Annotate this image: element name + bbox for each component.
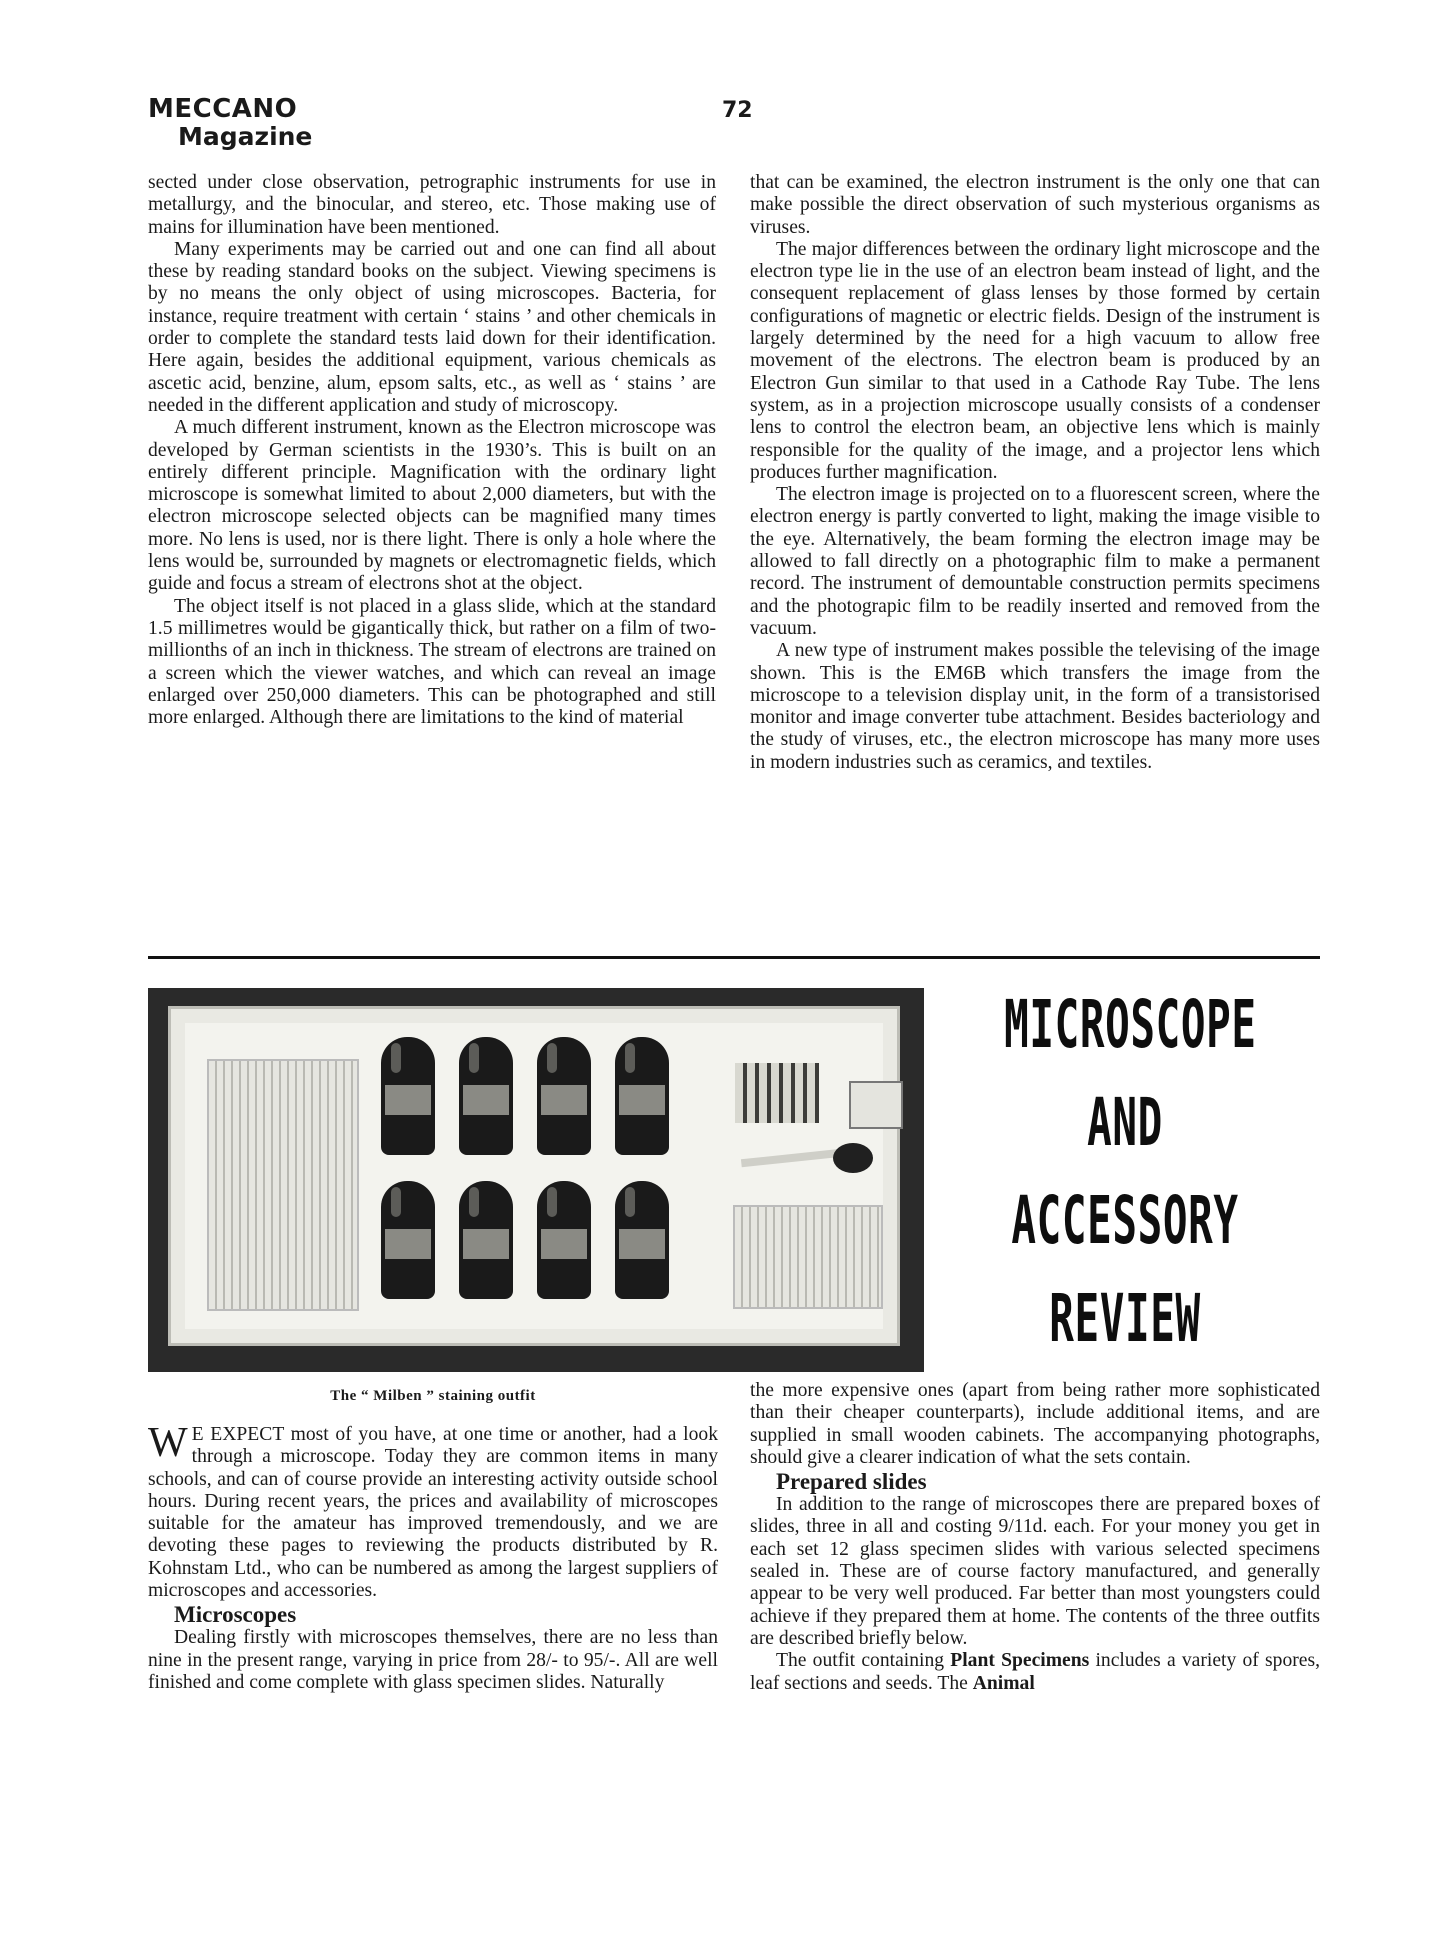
col2-paragraph: that can be examined, the electron instrument is the only one that can make possible the direct observation of such mysterious organisms as viruses. [750,172,1320,238]
masthead [148,96,312,149]
col4-paragraph: In addition to the range of microscopes there are prepared boxes of slides, three in all and costing 9/11d. each. For your money you get in each set 12 glass specimen slides with various selected specimens sealed in. These are of course factory manufactured, and generally appear to be very well produced. Far better than most youngsters could achieve if they prepared them at home. The contents of the three outfits are described briefly below. [750,1494,1320,1649]
stain-bottle [459,1181,513,1299]
bold-term: Animal [972,1672,1035,1694]
col2-paragraph: A new type of instrument makes possible the televising of the image shown. This is the EM6B which transfers the image from the microscope to a television display unit, in the form of a transistorised monitor and image converter tube attachment. Besides bacteriology and the study of viruses, etc., the electron microscope has many more uses in modern industries such as ceramics, and textiles. [750,640,1320,773]
subhead-prepared-slides: Prepared slides [776,1469,927,1495]
col1-paragraph: The object itself is not placed in a glass slide, which at the standard 1.5 millimetres would be gigantically thick, but rather on a film of two-millionths of an inch in thickness. The stream of electrons are trained on a screen which the viewer watches, and which can reveal an image enlarged over 250,000 diameters. This can be photographed and still more enlarged. Although there are limitations to the kind of material [148,595,716,729]
stain-bottle [459,1037,513,1155]
col2-paragraph: The electron image is projected on to a fluorescent screen, where the electron energy is partly converted to light, making the image visible to the eye. Alternatively, the beam forming the electron image may be allowed to fall directly on a photographic film to make a permanent record. The instrument of demountable construction permits specimens and the photograpic film to be readily inserted and removed from the vacuum. [750,484,1320,639]
glass-vials [735,1063,819,1123]
review-headline [930,986,1320,1357]
intro-paragraph [148,1420,718,1602]
stain-bottle [381,1037,435,1155]
stain-bottle [615,1037,669,1155]
headline-line: ACCESSORY [1011,1182,1239,1259]
subhead-microscopes: Microscopes [174,1602,297,1628]
headline-line: MICROSCOPE [1004,986,1257,1063]
headline-line: REVIEW [1049,1280,1201,1357]
slide-box-right [733,1205,883,1309]
bold-term: Plant Specimens [950,1650,1090,1672]
label-card [849,1081,903,1129]
intro-text: E EXPECT most of you have, at one time or another, had a look through a microscope. Today they are common items in many schools, and can of course provide an interesting activity outside school hours. During recent years, the prices and availability of microscopes suitable for the amateur has improved tremendously, and we are devoting these pages to reviewing the products distributed by R. Kohnstam Ltd., who can be numbered as among the largest suppliers of microscopes and accessories. [148,1424,718,1602]
stain-bottle [615,1181,669,1299]
masthead-subtitle: Magazine [178,122,313,151]
stain-bottle [537,1037,591,1155]
slide-box-left [207,1059,359,1311]
dropper-bulb [833,1143,873,1173]
masthead-title: MECCANO [148,94,298,124]
col2-paragraph: The major differences between the ordinary light microscope and the electron type lie in the use of an electron beam instead of light, and the consequent replacement of glass lenses by those formed by certain configurations of magnetic or electric fields. Design of the instrument is largely determined by the need for a high vacuum to allow free movement of the electrons. The electron beam is produced by an Electron Gun similar to that used in a Cathode Ray Tube. The lens system, as in a projection microscope usually consists of a condenser lens to control the electron beam, an objective lens which is mainly responsible for the quality of the image, and a projector lens which produces further magnification. [750,238,1320,483]
photo-caption: The “ Milben ” staining outfit [330,1388,536,1404]
text-run: includes a variety of spores, leaf sections and seeds. The [750,1650,1320,1694]
section-divider [148,956,1320,959]
column-1 [148,172,716,729]
col1-paragraph: A much different instrument, known as the Electron microscope was developed by German scientists in the 1930’s. This is built on an entirely different principle. Magnification with the ordinary light microscope is somewhat limited to about 2,000 diameters, but with the electron microscope selected objects can be magnified many times more. No lens is used, nor is there light. There is only a hole where the lens would be, surrounded by magnets or electromagnetic fields, which guide and focus a stream of electrons shot at the object. [148,417,716,595]
stain-bottle [537,1181,591,1299]
drop-cap: W [148,1420,188,1466]
col4-paragraph [750,1650,1320,1695]
headline-line: AND [1087,1084,1163,1161]
col1-paragraph: sected under close observation, petrographic instruments for use in metallurgy, and the binocular, and stereo, etc. Those making use of mains for illumination have been mentioned. [148,172,716,238]
staining-outfit-photo [148,988,924,1372]
page-number: 72 [722,98,753,123]
stain-bottle [381,1181,435,1299]
col3-paragraph: Dealing firstly with microscopes themselves, there are no less than nine in the present range, varying in price from 28/- to 95/-. All are well finished and come complete with glass specimen slides. Naturally [148,1627,718,1693]
column-4 [750,1380,1320,1695]
column-2 [750,172,1320,774]
col1-paragraph: Many experiments may be carried out and one can find all about these by reading standard books on the subject. Viewing specimens is by no means the only object of using microscopes. Bacteria, for instance, require treatment with certain ‘ stains ’ and other chemicals in order to complete the standard tests laid down for their identification. Here again, besides the additional equipment, various chemicals as ascetic acid, benzine, alum, epsom salts, etc., as well as ‘ stains ’ are needed in the different application and study of microscopy. [148,238,716,416]
outfit-tray [168,1006,900,1346]
col4-paragraph: the more expensive ones (apart from being rather more sophisticated than their cheaper counterparts), include additional items, and are supplied in small wooden cabinets. The accompanying photographs, should give a clearer indication of what the sets contain. [750,1380,1320,1468]
column-3 [148,1420,718,1694]
text-run: The outfit containing [776,1650,951,1672]
